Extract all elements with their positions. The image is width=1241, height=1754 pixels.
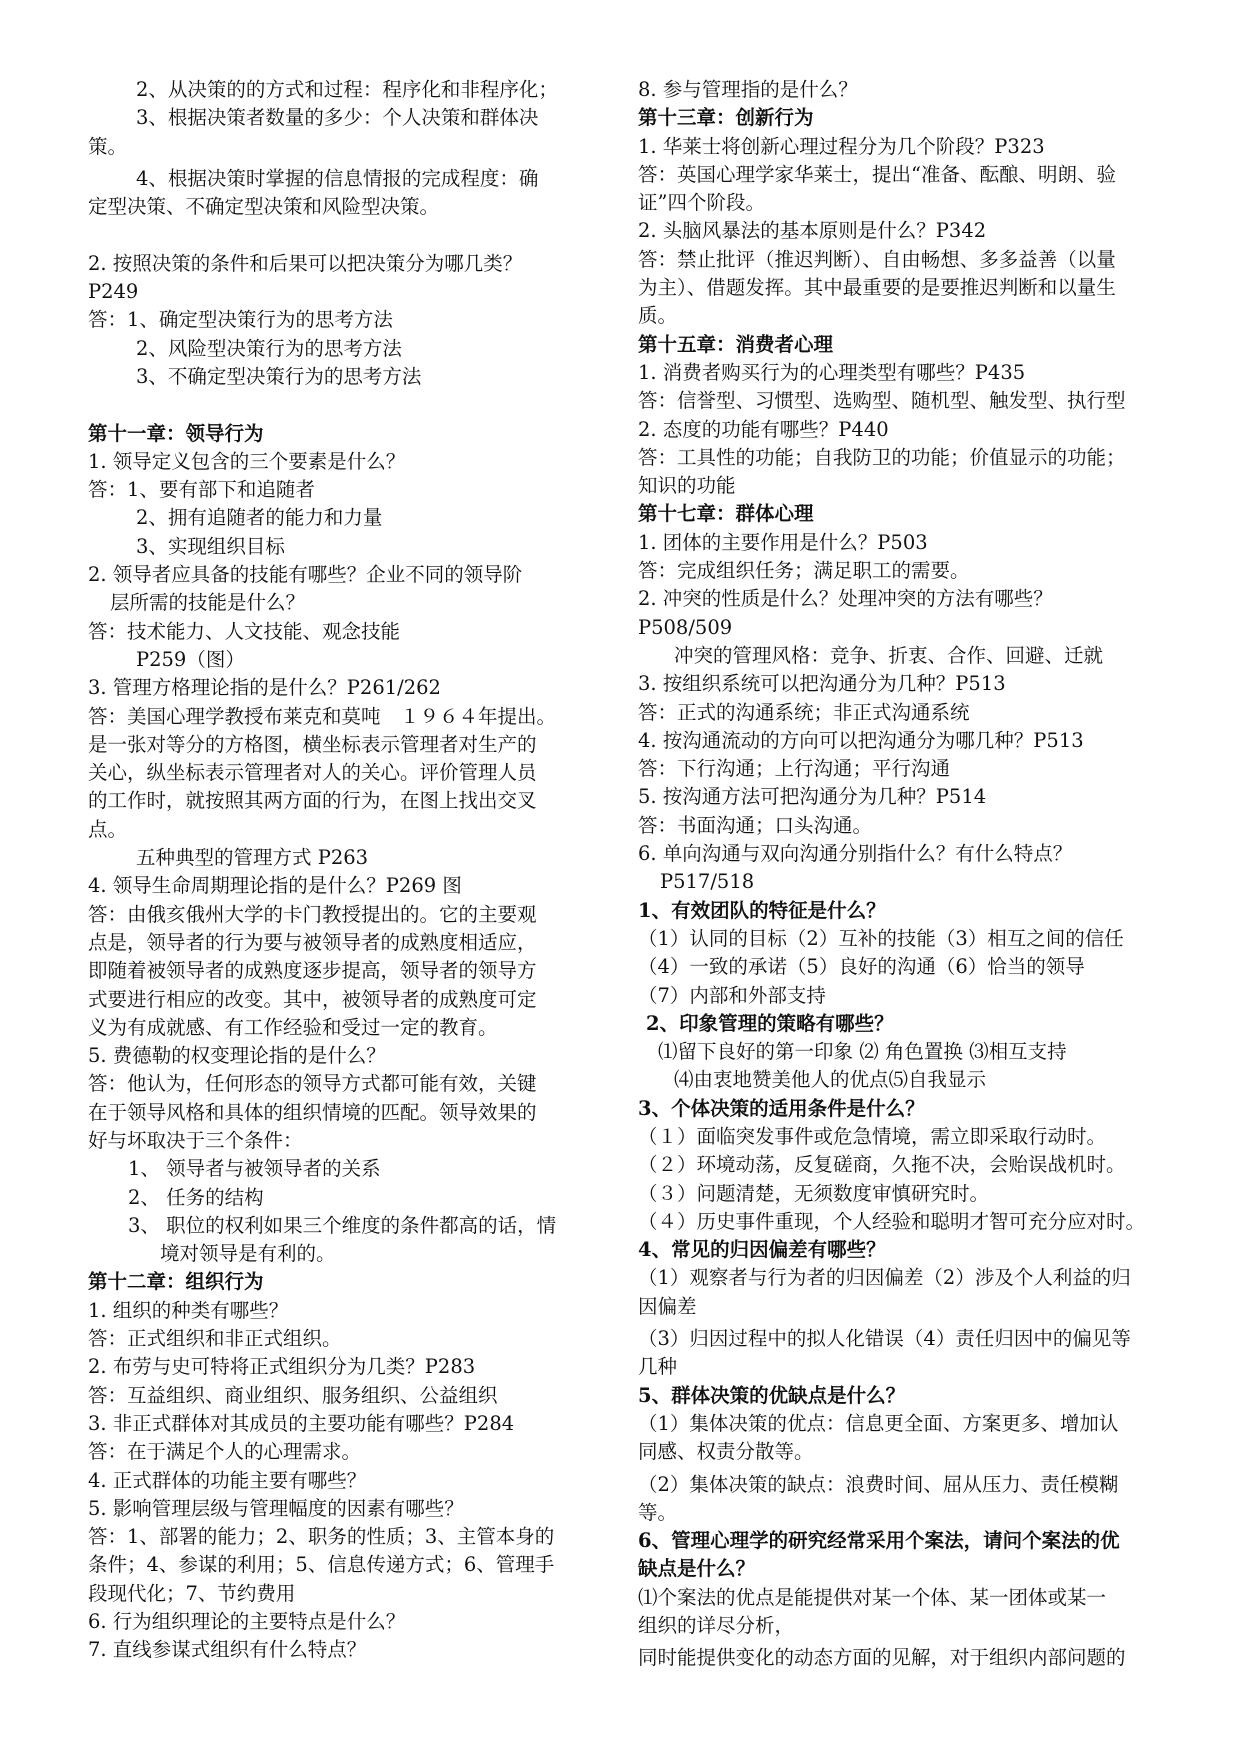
section-heading: 第十一章：领导行为 xyxy=(88,421,264,445)
text-line: 知识的功能 xyxy=(638,474,736,498)
text-line: 1. 华莱士将创新心理过程分为几个阶段？P323 xyxy=(638,134,1045,158)
text-line: 同时能提供变化的动态方面的见解，对于组织内部问题的 xyxy=(638,1646,1126,1670)
text-line: 答：下行沟通；上行沟通；平行沟通 xyxy=(638,757,951,781)
text-line: 2、 任务的结构 xyxy=(128,1185,264,1209)
text-line: 答：在于满足个人的心理需求。 xyxy=(88,1440,362,1464)
text-line: 段现代化；7、节约费用 xyxy=(88,1581,296,1605)
text-line: 冲突的管理风格：竞争、折衷、合作、回避、迁就 xyxy=(674,643,1104,667)
text-line: 点。 xyxy=(88,817,128,841)
text-line: 答：由俄亥俄州大学的卡门教授提出的。它的主要观 xyxy=(88,902,537,926)
section-heading: 6、管理心理学的研究经常采用个案法，请问个案法的优 xyxy=(638,1529,1120,1553)
text-line: 定型决策、不确定型决策和风险型决策。 xyxy=(88,195,440,219)
text-line: 4. 正式群体的功能主要有哪些？ xyxy=(88,1468,367,1492)
text-line: 5. 按沟通方法可把沟通分为几种？P514 xyxy=(638,785,987,809)
text-line: （３）问题清楚，无须数度审慎研究时。 xyxy=(638,1181,990,1205)
text-line: P517/518 xyxy=(660,870,755,894)
text-line: 同感、权责分散等。 xyxy=(638,1440,814,1464)
text-line: 答：英国心理学家华莱士，提出“准备、酝酿、明朗、验 xyxy=(638,162,1116,186)
text-line: （2）集体决策的缺点：浪费时间、屈从压力、责任模糊 xyxy=(638,1472,1119,1496)
text-line: P508/509 xyxy=(638,615,733,639)
section-heading: 第十七章：群体心理 xyxy=(638,502,814,526)
blank-line xyxy=(88,221,600,249)
text-line: 答：完成组织任务；满足职工的需要。 xyxy=(638,559,970,583)
text-line: 答：1、部署的能力；2、职务的性质；3、主管本身的 xyxy=(88,1525,555,1549)
text-line: 在于领导风格和具体的组织情境的匹配。领导效果的 xyxy=(88,1100,537,1124)
text-line: 几种 xyxy=(638,1355,678,1379)
text-line: 5. 影响管理层级与管理幅度的因素有哪些？ xyxy=(88,1496,464,1520)
text-line: 2、从决策的的方式和过程：程序化和非程序化； xyxy=(136,78,558,101)
text-line: （２）环境动荡，反复磋商，久拖不决，会贻误战机时。 xyxy=(638,1153,1126,1177)
text-line: 义为有成就感、有工作经验和受过一定的教育。 xyxy=(88,1015,498,1039)
text-line: 答：书面沟通；口头沟通。 xyxy=(638,813,873,837)
text-line: 1. 组织的种类有哪些？ xyxy=(88,1298,289,1322)
left-column xyxy=(88,76,600,1665)
text-line: 3. 非正式群体对其成员的主要功能有哪些？P284 xyxy=(88,1411,515,1435)
text-line: 6. 行为组织理论的主要特点是什么？ xyxy=(88,1610,406,1634)
text-line: 答：互益组织、商业组织、服务组织、公益组织 xyxy=(88,1383,498,1407)
text-line: 质。 xyxy=(638,304,678,328)
text-line: 5. 费德勒的权变理论指的是什么？ xyxy=(88,1044,386,1068)
section-heading: 缺点是什么？ xyxy=(638,1557,756,1581)
text-line: 等。 xyxy=(638,1500,678,1524)
text-line: （4）一致的承诺（5）良好的沟通（6）恰当的领导 xyxy=(638,955,1085,979)
text-line: 条件；4、参谋的利用；5、信息传递方式；6、管理手 xyxy=(88,1553,555,1577)
text-line: ⑷由衷地赞美他人的优点⑸自我显示 xyxy=(674,1068,987,1092)
text-line: 4. 领导生命周期理论指的是什么？P269 图 xyxy=(88,874,462,898)
text-line: （7）内部和外部支持 xyxy=(638,983,826,1007)
text-line: 是一张对等分的方格图，横坐标表示管理者对生产的 xyxy=(88,732,537,756)
text-line: 1. 领导定义包含的三个要素是什么？ xyxy=(88,449,406,473)
text-line: 8. 参与管理指的是什么？ xyxy=(638,78,858,101)
text-line: 6. 单向沟通与双向沟通分别指什么？有什么特点？ xyxy=(638,842,1073,866)
text-line: 答：1、要有部下和追随者 xyxy=(88,478,315,502)
text-line: P259（图） xyxy=(136,647,245,671)
text-line: 2. 按照决策的条件和后果可以把决策分为哪几类？ xyxy=(88,251,523,275)
text-line: （1）观察者与行为者的归因偏差（2）涉及个人利益的归 xyxy=(638,1266,1131,1290)
text-line: 五种典型的管理方式 P263 xyxy=(136,846,369,870)
text-line: 4. 按沟通流动的方向可以把沟通分为哪几种？P513 xyxy=(638,728,1084,752)
text-line: 1、 领导者与被领导者的关系 xyxy=(128,1157,381,1181)
text-line: 策。 xyxy=(88,134,128,158)
text-line: 境对领导是有利的。 xyxy=(160,1242,336,1266)
text-line: 关心，纵坐标表示管理者对人的关心。评价管理人员 xyxy=(88,761,537,785)
text-line: 3. 按组织系统可以把沟通分为几种？P513 xyxy=(638,672,1006,696)
section-heading: 5、群体决策的优缺点是什么？ xyxy=(638,1383,906,1407)
text-line: 式要进行相应的改变。其中，被领导者的成熟度可定 xyxy=(88,987,537,1011)
section-heading: 第十五章：消费者心理 xyxy=(638,332,834,356)
text-line: （3）归因过程中的拟人化错误（4）责任归因中的偏见等 xyxy=(638,1327,1131,1351)
text-line: （１）面临突发事件或危急情境，需立即采取行动时。 xyxy=(638,1124,1107,1148)
text-line: 证”四个阶段。 xyxy=(638,191,765,215)
text-line: 3、不确定型决策行为的思考方法 xyxy=(136,364,422,388)
right-column xyxy=(638,76,1178,1673)
text-line: 答：正式组织和非正式组织。 xyxy=(88,1327,342,1351)
text-line: 1. 消费者购买行为的心理类型有哪些？P435 xyxy=(638,360,1026,384)
text-line: 层所需的技能是什么？ xyxy=(110,591,306,615)
text-line: 2. 态度的功能有哪些？P440 xyxy=(638,417,889,441)
section-heading: 第十三章：创新行为 xyxy=(638,106,814,130)
section-heading: 4、常见的归因偏差有哪些？ xyxy=(638,1238,886,1262)
text-line: 2. 领导者应具备的技能有哪些？企业不同的领导阶 xyxy=(88,563,523,587)
section-heading: 3、个体决策的适用条件是什么？ xyxy=(638,1096,925,1120)
blank-line xyxy=(88,391,600,419)
text-line: 2、风险型决策行为的思考方法 xyxy=(136,336,402,360)
text-line: 2. 头脑风暴法的基本原则是什么？P342 xyxy=(638,219,987,243)
text-line: 因偏差 xyxy=(638,1294,697,1318)
text-line: 组织的详尽分析， xyxy=(638,1614,795,1638)
text-line: 好与坏取决于三个条件： xyxy=(88,1128,303,1152)
text-line: 2、拥有追随者的能力和力量 xyxy=(136,506,383,530)
text-line: 答：技术能力、人文技能、观念技能 xyxy=(88,619,401,643)
text-line: 1. 团体的主要作用是什么？P503 xyxy=(638,530,928,554)
text-line: ⑴留下良好的第一印象 ⑵ 角色置换 ⑶相互支持 xyxy=(658,1040,1067,1064)
text-line: 4、根据决策时掌握的信息情报的完成程度：确 xyxy=(136,166,539,190)
text-line: 答：工具性的功能；自我防卫的功能；价值显示的功能； xyxy=(638,445,1126,469)
text-line: 2. 布劳与史可特将正式组织分为几类？P283 xyxy=(88,1355,476,1379)
text-line: 答：信誉型、习惯型、选购型、随机型、触发型、执行型 xyxy=(638,389,1126,413)
section-heading: 第十二章：组织行为 xyxy=(88,1270,264,1294)
text-line: 3. 管理方格理论指的是什么？P261/262 xyxy=(88,676,441,700)
text-line: 答：他认为，任何形态的领导方式都可能有效，关键 xyxy=(88,1072,537,1096)
text-line: 即随着被领导者的成熟度逐步提高，领导者的领导方 xyxy=(88,959,537,983)
text-line: 7. 直线参谋式组织有什么特点？ xyxy=(88,1638,367,1662)
text-line: 3、实现组织目标 xyxy=(136,534,285,558)
section-heading: 1、有效团队的特征是什么？ xyxy=(638,898,886,922)
text-line: P249 xyxy=(88,280,139,304)
text-line: 为主）、借题发挥。其中最重要的是要推迟判断和以量生 xyxy=(638,276,1116,300)
text-line: 答：正式的沟通系统；非正式沟通系统 xyxy=(638,700,970,724)
text-line: 的工作时，就按照其两方面的行为，在图上找出交叉 xyxy=(88,789,537,813)
text-line: 答：美国心理学教授布莱克和莫吨 １９６４年提出。 xyxy=(88,704,557,728)
text-line: 答：1、确定型决策行为的思考方法 xyxy=(88,308,393,332)
text-line: （1）集体决策的优点：信息更全面、方案更多、增加认 xyxy=(638,1411,1119,1435)
text-line: 3、根据决策者数量的多少：个人决策和群体决 xyxy=(136,106,539,130)
text-line: ⑴个案法的优点是能提供对某一个体、某一团体或某一 xyxy=(638,1585,1107,1609)
text-line: 点是，领导者的行为要与被领导者的成熟度相适应， xyxy=(88,930,537,954)
text-line: 答：禁止批评（推迟判断）、自由畅想、多多益善（以量 xyxy=(638,247,1116,271)
text-line: 3、 职位的权利如果三个维度的条件都高的话，情 xyxy=(128,1213,557,1237)
text-line: （1）认同的目标（2）互补的技能（3）相互之间的信任 xyxy=(638,926,1124,950)
text-line: （４）历史事件重现，个人经验和聪明才智可充分应对时。 xyxy=(638,1209,1146,1233)
text-line: 2. 冲突的性质是什么？处理冲突的方法有哪些？ xyxy=(638,587,1053,611)
section-heading: 2、印象管理的策略有哪些？ xyxy=(646,1011,894,1035)
